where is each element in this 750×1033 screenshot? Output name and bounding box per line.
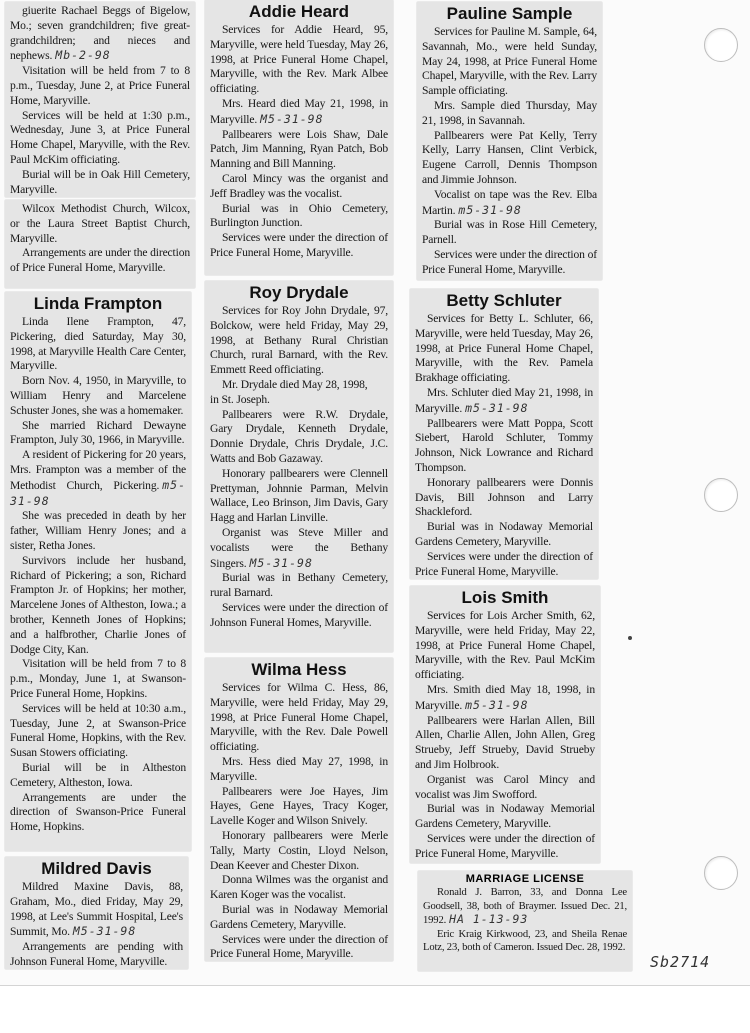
obituary-betty-schluter: [410, 289, 598, 579]
paragraph: Burial was in Nodaway Memorial Gardens Cemetery, Maryville.: [210, 902, 388, 931]
paragraph: Services were under the direction of Price Funeral Home, Maryville.: [415, 831, 595, 860]
paragraph: Services will be held at 10:30 a.m., Tuesday, June 2, at Swanson-Price Funeral Home, Hopkins, with the Rev. Susan Stowers officiating.: [10, 701, 186, 760]
paragraph: Services were under the direction of Price Funeral Home, Maryville.: [210, 932, 388, 961]
paragraph: Honorary pallbearers were Merle Tally, Marty Costin, Lloyd Nelson, Dean Keever and Chester Dixon.: [210, 828, 388, 872]
paragraph: Honorary pallbearers were Clennell Prettyman, Johnnie Parman, Melvin Wallace, Leo Brinson, Jim Davis, Gary Hagg and Harlan Linville.: [210, 466, 388, 525]
paragraph: Organist was Carol Mincy and vocalist was Jim Swofford.: [415, 772, 595, 801]
paragraph: Services for Roy John Drydale, 97, Bolckow, were held Friday, May 29, 1998, at Bethany Rural Christian Church, rural Barnard, with the Rev. Emmett Reed officiating.: [210, 304, 388, 377]
paragraph: Born Nov. 4, 1950, in Maryville, to William Henry and Marcelene Schuster Jones, she was a homemaker.: [10, 374, 186, 417]
marriage-license-heading: MARRIAGE LICENSE: [465, 873, 585, 885]
page-stamp: Sb2714: [650, 953, 711, 971]
obituary-roy-drydale: [205, 281, 393, 652]
paragraph: Organist was Steve Miller and vocalists were the Bethany Singers. M5-31-98: [210, 525, 388, 570]
paragraph: Services were under the direction of Price Funeral Home, Maryville.: [422, 247, 597, 276]
paragraph: Burial was in Nodaway Memorial Gardens Cemetery, Maryville.: [415, 802, 595, 831]
obituary-heading: Lois Smith: [461, 588, 549, 607]
obituary-mildred-davis: [5, 857, 188, 969]
paragraph: Mrs. Sample died Thursday, May 21, 1998, in Savannah.: [422, 98, 597, 127]
paragraph: in St. Joseph.: [210, 392, 270, 406]
obituary-heading: Linda Frampton: [33, 294, 163, 313]
paragraph: Pallbearers were R.W. Drydale, Gary Drydale, Kenneth Drydale, Donnie Drydale, Chris Drydale, J.C. Watts and Bob Gazaway.: [210, 407, 388, 465]
paragraph: Services were under the direction of Johnson Funeral Homes, Maryville.: [210, 600, 388, 629]
handwritten-date: m5-31-98: [458, 202, 522, 217]
paragraph: Services were under the direction of Price Funeral Home, Maryville.: [210, 231, 388, 259]
paragraph: Mrs. Heard died May 21, 1998, in Maryville. M5-31-98: [210, 96, 388, 126]
obituary-heading: Betty Schluter: [446, 291, 562, 310]
obituary-addie-heard: [205, 0, 393, 275]
paragraph: Pallbearers were Pat Kelly, Terry Kelly, Larry Hansen, Clint Verbick, Eugene Carroll, Dennis Thompson and Jimmie Johnson.: [422, 128, 597, 186]
paragraph: Mrs. Schluter died May 21, 1998, in Maryville. m5-31-98: [415, 385, 593, 415]
paragraph: Vocalist on tape was the Rev. Elba Martin. m5-31-98: [422, 187, 597, 217]
paragraph: giuerite Rachael Beggs of Bigelow, Mo.; seven grandchildren; five great-grandchildren; and nieces and nephews. Mb-2-98: [10, 4, 190, 63]
paragraph: Burial was in Nodaway Memorial Gardens Cemetery, Maryville.: [415, 520, 593, 548]
paragraph: Eric Kraig Kirkwood, 23, and Sheila Renae Lotz, 23, both of Cameron. Issued Dec. 28, 1992.: [423, 928, 627, 954]
paragraph: Mr. Drydale died May 28, 1998,: [222, 377, 368, 391]
marriage-license-clipping: [418, 871, 632, 971]
handwritten-date: m5-31-98: [465, 400, 529, 415]
paragraph: Survivors include her husband, Richard of Pickering; a son, Richard Frampton Jr. of Hopkins; her mother, Marcelene Jones of Altheston, Iowa.; a brother, Kenneth Jones of Hopkins; and a halfbrother, Charlie Jones of Dodge City, Kan.: [10, 553, 186, 656]
handwritten-date: M5-31-98: [260, 111, 324, 126]
punch-hole: [704, 478, 738, 512]
obituary-heading: Mildred Davis: [41, 859, 152, 878]
handwritten-date: HA 1-13-93: [449, 912, 529, 927]
paragraph: Burial was in Ohio Cemetery, Burlington Junction.: [210, 201, 388, 230]
paragraph: She married Richard Dewayne Frampton, July 30, 1966, in Maryville.: [10, 418, 186, 447]
paragraph: Honorary pallbearers were Donnis Davis, Bill Johnson and Larry Shackleford.: [415, 475, 593, 519]
paragraph: Linda Ilene Frampton, 47, Pickering, died Saturday, May 30, 1998, at Maryville Health Care Center, Maryville.: [10, 315, 186, 373]
paragraph: Arrangements are under the direction of Swanson-Price Funeral Home, Hopkins.: [10, 790, 186, 834]
paragraph: Burial was in Rose Hill Cemetery, Parnell.: [422, 218, 597, 247]
punch-hole: [704, 28, 738, 62]
paragraph: Services for Pauline M. Sample, 64, Savannah, Mo., were held Sunday, May 24, 1998, at Price Funeral Home Chapel, Maryville, with the Rev. Larry Sample officiating.: [422, 25, 597, 98]
ink-dot: [628, 636, 632, 640]
obituary-pauline-sample: [417, 2, 602, 280]
paragraph: Pallbearers were Joe Hayes, Jim Hayes, Gene Hayes, Tracy Koger, Lavelle Koger and Wilson Snively.: [210, 784, 388, 828]
paragraph: Mrs. Smith died May 18, 1998, in Maryville. m5-31-98: [415, 682, 595, 712]
paragraph: Services for Betty L. Schluter, 66, Maryville, were held Tuesday, May 26, 1998, at Price Funeral Home Chapel, Maryville, with the Rev. Pamela Brakhage officiating.: [415, 312, 593, 385]
paragraph: Ronald J. Barron, 33, and Donna Lee Goodsell, 38, both of Braymer. Issued Dec. 21, 1992. HA 1-13-93: [423, 887, 627, 927]
paragraph: Wilcox Methodist Church, Wilcox, or the Laura Street Baptist Church, Maryville.: [10, 202, 190, 245]
paragraph: Services for Wilma C. Hess, 86, Maryville, were held Friday, May 29, 1998, at Price Funeral Home Chapel, Maryville, with the Rev. Dale Powell officiating.: [210, 681, 388, 754]
handwritten-date: M5-31-98: [72, 924, 137, 939]
obituary-heading: Roy Drydale: [249, 283, 349, 302]
obituary-linda-frampton: [5, 292, 191, 851]
paragraph: Services will be held at 1:30 p.m., Wednesday, June 3, at Price Funeral Home Chapel, Maryville, with the Rev. Paul McKim officiating.: [10, 108, 190, 166]
paragraph: Burial was in Bethany Cemetery, rural Barnard.: [210, 571, 388, 600]
paragraph: Pallbearers were Matt Poppa, Scott Siebert, Harold Schluter, Tommy Johnson, Nick Lowrance and Richard Thompson.: [415, 416, 593, 474]
paragraph: Services were under the direction of Price Funeral Home, Maryville.: [415, 549, 593, 578]
obituary-heading: Pauline Sample: [446, 4, 573, 23]
handwritten-date: m5-31-98: [10, 477, 186, 508]
paragraph: Visitation will be held from 7 to 8 p.m., Monday, June 1, at Swanson-Price Funeral Home, Hopkins.: [10, 657, 186, 700]
paragraph: A resident of Pickering for 20 years, Mrs. Frampton was a member of the Methodist Church, Pickering. m5-31-98: [10, 448, 186, 508]
paragraph: Visitation will be held from 7 to 8 p.m., Tuesday, June 2, at Price Funeral Home, Maryville.: [10, 64, 190, 107]
punch-hole: [704, 856, 738, 890]
handwritten-date: Mb-2-98: [55, 48, 111, 63]
paragraph: Arrangements are under the direction of Price Funeral Home, Maryville.: [10, 246, 190, 275]
paragraph: Pallbearers were Harlan Allen, Bill Allen, Charlie Allen, John Allen, Greg Strueby, Jeff Strueby, David Strueby and Jim Holbrook.: [415, 713, 595, 771]
paragraph: She was preceded in death by her father, William Henry Jones; and a sister, Retha Jones.: [10, 509, 186, 552]
paragraph: Services for Lois Archer Smith, 62, Maryville, were held Friday, May 22, 1998, at Price Funeral Home Chapel, Maryville, with the Rev. Paul McKim officiating.: [415, 609, 595, 682]
obituary-wilma-hess: [205, 658, 393, 961]
paragraph: Carol Mincy was the organist and Jeff Bradley was the vocalist.: [210, 171, 388, 200]
paragraph: Arrangements are pending with Johnson Funeral Home, Maryville.: [10, 940, 183, 968]
handwritten-date: M5-31-98: [249, 555, 313, 570]
handwritten-date: m5-31-98: [465, 697, 529, 712]
obituary-heading: Addie Heard: [248, 2, 350, 21]
paragraph: Services for Addie Heard, 95, Maryville, were held Tuesday, May 26, 1998, at Price Funeral Home Chapel, Maryville, with the Rev. Mark Albee officiating.: [210, 23, 388, 96]
paragraph: Burial will be in Altheston Cemetery, Altheston, Iowa.: [10, 760, 186, 789]
obituary-beggs-tail: [5, 2, 195, 197]
obituary-heading: Wilma Hess: [251, 660, 347, 679]
paragraph: Donna Wilmes was the organist and Karen Koger was the vocalist.: [210, 873, 388, 902]
paragraph: Mrs. Hess died May 27, 1998, in Maryville.: [210, 754, 388, 783]
paragraph: Pallbearers were Lois Shaw, Dale Patch, Jim Manning, Ryan Patch, Bob Manning and Bill Manning.: [210, 127, 388, 171]
obituary-lois-smith: [410, 586, 600, 863]
obituary-wilcox-tail: [5, 200, 195, 288]
paragraph: Mildred Maxine Davis, 88, Graham, Mo., died Friday, May 29, 1998, at Lee's Summit Hospital, Lee's Summit, Mo. M5-31-98: [10, 880, 183, 939]
paragraph: Burial will be in Oak Hill Cemetery, Maryville.: [10, 167, 190, 196]
